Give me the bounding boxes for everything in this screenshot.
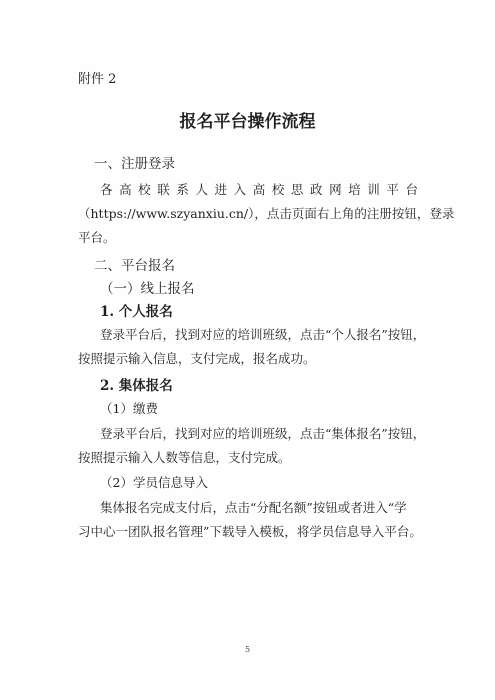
group-step1-line2: 按照提示输入人数等信息，支付完成。 [78,450,291,465]
page-number: 5 [244,645,251,654]
personal-line2: 按照提示输入信息，支付完成，报名成功。 [78,351,316,366]
page-title: 报名平台操作流程 [179,112,316,132]
group-heading: 2. 集体报名 [100,378,173,394]
group-step1-line1: 登录平台后，找到对应的培训班级，点击“集体报名”按钮， [100,426,426,441]
personal-line1: 登录平台后，找到对应的培训班级，点击“个人报名”按钮， [100,327,426,342]
section1-heading: 一、注册登录 [94,156,175,172]
section1-line2: （https://www.szyanxiu.cn/），点击页面右上角的注册按钮，登录 [78,206,455,221]
attachment-label: 附件 2 [78,72,117,87]
personal-heading: 1. 个人报名 [100,304,173,320]
group-step2-heading: （2）学员信息导入 [100,475,208,490]
section2-subheading: （一）线上报名 [100,281,195,297]
section1-line1: 各高校联系人进入高校思政网培训平台 [100,182,418,197]
section1-line3: 平台。 [78,230,116,245]
group-step1-heading: （1）缴费 [100,401,158,416]
group-step2-line1: 集体报名完成支付后，点击“分配名额”按钮或者进入“学 [100,500,407,515]
group-step2-line2: 习中心一团队报名管理”下载导入模板，将学员信息导入平台。 [78,524,422,539]
section2-heading: 二、平台报名 [94,258,175,274]
